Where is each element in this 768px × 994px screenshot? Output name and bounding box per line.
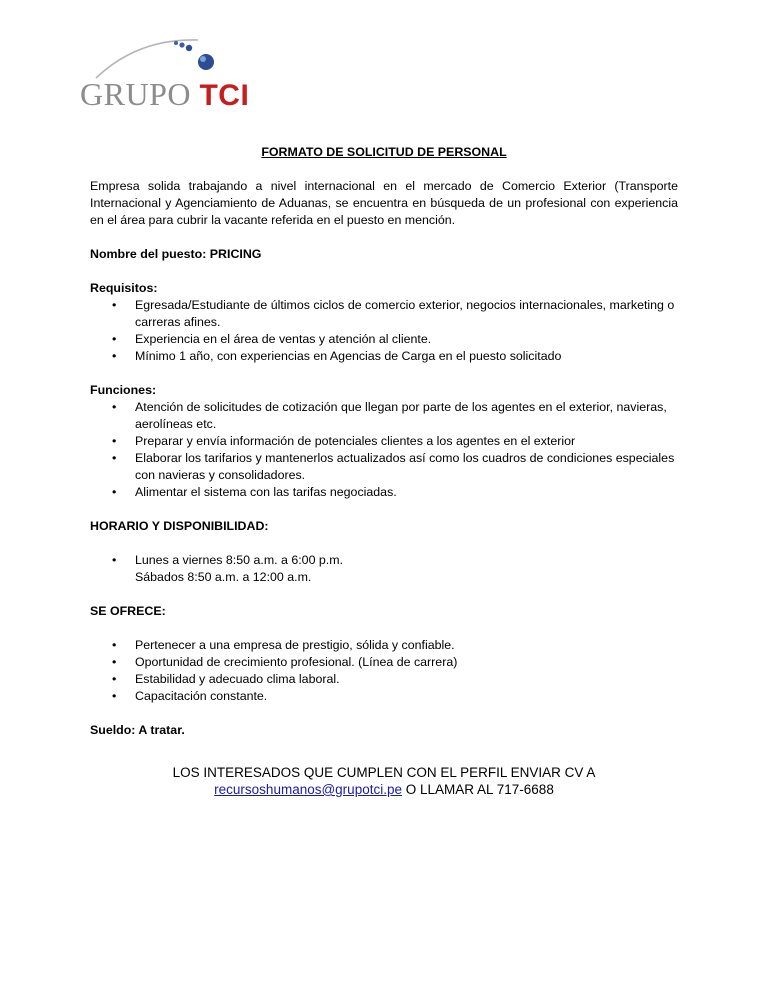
horario-heading: HORARIO Y DISPONIBILIDAD:	[90, 519, 269, 533]
list-item-text: Egresada/Estudiante de últimos ciclos de comercio exterior, negocios internacionales, marketing o carreras afines.	[135, 298, 675, 329]
horario-list	[90, 552, 678, 569]
bullet-icon: •	[112, 655, 117, 669]
bullet-icon: •	[112, 485, 117, 499]
logo-tci-text: TCI	[199, 79, 250, 112]
list-item	[90, 399, 678, 433]
bullet-icon: •	[112, 451, 117, 465]
bullet-icon: •	[112, 638, 117, 652]
list-item-text: Alimentar el sistema con las tarifas negociadas.	[135, 485, 397, 499]
list-item	[90, 484, 678, 501]
list-item-text: Experiencia en el área de ventas y atención al cliente.	[135, 332, 432, 346]
bullet-icon: •	[112, 298, 117, 312]
list-item-text: Preparar y envía información de potenciales clientes a los agentes en el exterior	[135, 434, 576, 448]
ofrece-heading: SE OFRECE:	[90, 604, 166, 618]
requisitos-heading: Requisitos:	[90, 281, 158, 295]
bullet-icon: •	[112, 434, 117, 448]
intro-paragraph: Empresa solida trabajando a nivel internacional en el mercado de Comercio Exterior (Transporte Internacional y Agenciamiento de Aduanas, se encuentra en búsqueda de un profesional con experiencia en el área para cubrir la vacante referida en el puesto en mención.	[90, 179, 678, 227]
funciones-heading: Funciones:	[90, 383, 157, 397]
bullet-icon: •	[112, 332, 117, 346]
list-item	[90, 331, 678, 348]
list-item-text: Atención de solicitudes de cotización que llegan por parte de los agentes en el exterior, navieras, aerolíneas etc.	[135, 400, 667, 431]
list-item-text: Pertenecer a una empresa de prestigio, sólida y confiable.	[135, 638, 455, 652]
contact-block	[0, 764, 768, 798]
salary-line: Sueldo: A tratar.	[90, 723, 185, 737]
bullet-icon: •	[112, 400, 117, 414]
bullet-icon: •	[112, 672, 117, 686]
list-item	[90, 654, 678, 671]
funciones-list	[90, 399, 678, 501]
list-item	[90, 433, 678, 450]
list-item-text: Estabilidad y adecuado clima laboral.	[135, 672, 340, 686]
position-name: Nombre del puesto: PRICING	[90, 247, 262, 261]
phone-text: O LLAMAR AL 717-6688	[401, 782, 554, 797]
document-title: FORMATO DE SOLICITUD DE PERSONAL	[261, 145, 507, 159]
list-item	[90, 671, 678, 688]
list-item-text: Capacitación constante.	[135, 689, 268, 703]
email-link[interactable]: recursoshumanos@grupotci.pe	[214, 782, 402, 797]
ofrece-list	[90, 637, 678, 705]
list-item	[90, 450, 678, 484]
contact-line-1: LOS INTERESADOS QUE CUMPLEN CON EL PERFIL ENVIAR CV A	[172, 765, 596, 780]
list-item	[90, 348, 678, 365]
document-body	[90, 144, 678, 739]
requisitos-list	[90, 297, 678, 365]
list-item	[90, 297, 678, 331]
list-item-text: Mínimo 1 año, con experiencias en Agencias de Carga en el puesto solicitado	[135, 349, 562, 363]
contact-line-2	[0, 781, 768, 798]
company-logo	[78, 34, 258, 110]
logo-wordmark	[80, 78, 249, 111]
list-item	[90, 688, 678, 705]
bullet-icon: •	[112, 689, 117, 703]
bullet-icon: •	[112, 349, 117, 363]
list-item-text: Oportunidad de crecimiento profesional. (Línea de carrera)	[135, 655, 458, 669]
list-item-text: Elaborar los tarifarios y mantenerlos actualizados así como los cuadros de condiciones especiales con navieras y consolidadores.	[135, 451, 675, 482]
logo-grupo-text: GRUPO	[80, 76, 191, 112]
list-item	[90, 637, 678, 654]
bullet-icon: •	[112, 553, 117, 567]
horario-saturday: Sábados 8:50 a.m. a 12:00 a.m.	[135, 570, 312, 584]
list-item-text: Lunes a viernes 8:50 a.m. a 6:00 p.m.	[135, 553, 344, 567]
list-item	[90, 552, 678, 569]
